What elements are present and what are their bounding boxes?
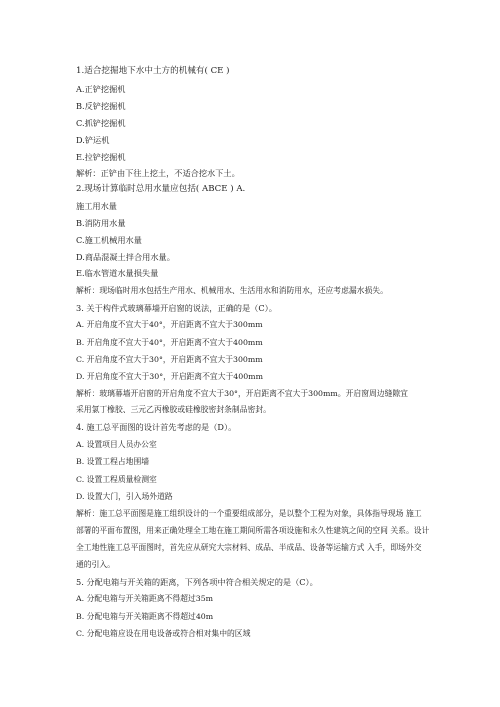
option-a: A. 设置项目人员办公室 — [76, 440, 157, 449]
option-d: D.商品混凝土拌合用水量。 — [76, 252, 175, 262]
question-2: 2.现场计算临时总用水量应包括( ABCE ) A. — [76, 184, 246, 194]
question-5: 5. 分配电箱与开关箱的距离，下列各项中符合相关规定的是（C）。 — [76, 577, 318, 587]
option-a: A. 分配电箱与开关箱距离不得超过35m — [76, 594, 214, 603]
option-c: C.施工机械用水量 — [76, 235, 142, 245]
explanation-continued: 全工地性施工总平面图时，首先应从研究大宗材料、成品、半成品、设备等运输方式 入手，即场外交 — [76, 543, 422, 552]
option-e: E.临水管道水量损失量 — [76, 268, 159, 278]
option-b: B. 设置工程占地围墙 — [76, 457, 150, 466]
explanation: 解析：正铲由下往上挖土，不适合挖水下土。 — [76, 168, 240, 178]
question-1: 1.适合挖掘地下水中土方的机械有( CE ) — [76, 66, 230, 76]
option-c: C.抓铲挖掘机 — [76, 118, 126, 128]
option-c: C. 开启角度不宜大于30°，开启距离不宜大于300mm — [76, 355, 263, 364]
option-b: B.消防用水量 — [76, 218, 126, 228]
option-b: B. 分配电箱与开关箱距离不得超过40m — [76, 612, 214, 621]
option-e: E.拉铲挖掘机 — [76, 152, 126, 162]
option-a: A.正铲挖掘机 — [76, 84, 126, 94]
explanation-continued: 通的引入。 — [76, 560, 115, 569]
option-d: D. 开启角度不宜大于30°，开启距离不宜大于400mm — [76, 372, 263, 381]
explanation-continued: 采用氯丁橡胶、三元乙丙橡胶或硅橡胶密封条制品密封。 — [76, 405, 271, 414]
explanation-continued: 部署的平面布置图，用来正确处理全工地在施工期间所需各项设施和永久性建筑之间的空间 关系。设计 — [76, 526, 430, 535]
option-b: B.反铲挖掘机 — [76, 101, 126, 111]
option-c: C. 设置工程质量检测室 — [76, 475, 157, 484]
option-c: C. 分配电箱应设在用电设备或符合相对集中的区域 — [76, 629, 251, 638]
question-3: 3. 关于构件式玻璃幕墙开启窗的说法，正确的是（C）。 — [76, 303, 277, 313]
explanation: 解析：玻璃幕墙开启窗的开启角度不宜大于30°，开启距离不宜大于300mm。开启窗周边缝隙宜 — [76, 389, 408, 398]
explanation: 解析：现场临时用水包括生产用水、机械用水、生活用水和消防用水，还应考虑漏水损失。 — [76, 286, 388, 295]
explanation: 解析：施工总平面图是施工组织设计的一个重要组成部分，是以整个工程为对象，具体指导现场 施工 — [76, 509, 422, 518]
option-d: D.铲运机 — [76, 135, 110, 145]
question-4: 4. 施工总平面图的设计首先考虑的是（D）。 — [76, 422, 237, 432]
option-a: 施工用水量 — [76, 201, 117, 211]
option-a: A. 开启角度不宜大于40°，开启距离不宜大于300mm — [76, 320, 263, 329]
option-b: B. 开启角度不宜大于40°，开启距离不宜大于400mm — [76, 338, 263, 347]
option-d: D. 设置大门，引入场外道路 — [76, 492, 173, 501]
